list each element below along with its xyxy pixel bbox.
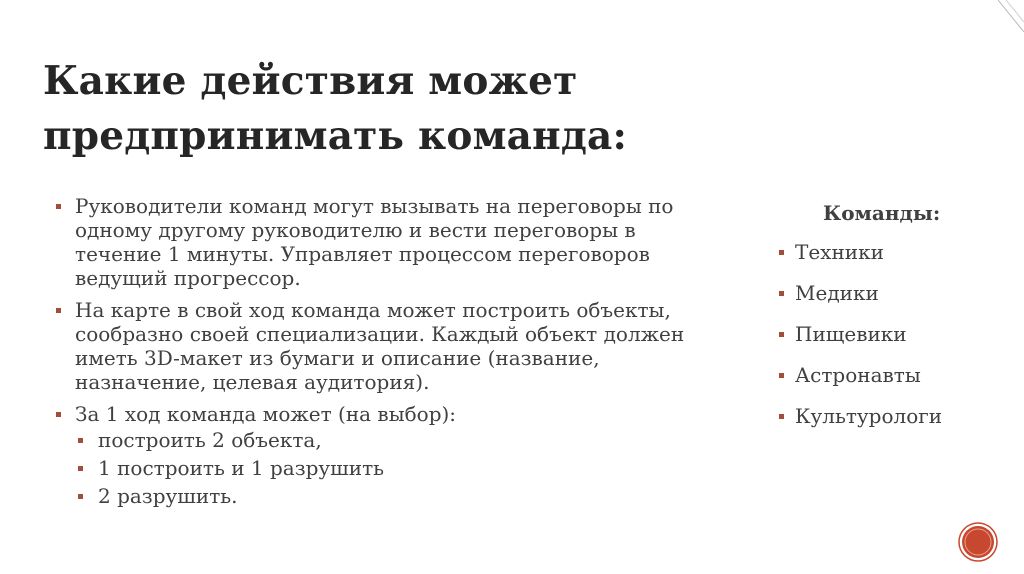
slide-title-line: Какие действия может (43, 58, 578, 104)
team-label: Пищевики (795, 322, 907, 346)
square-bullet-icon (78, 438, 83, 443)
slide-title (43, 54, 943, 164)
team-label: Техники (795, 240, 884, 264)
turn-option-item (56, 484, 756, 508)
rule-line: течение 1 минуты. Управляет процессом переговоров (75, 242, 650, 266)
rule-line: назначение, целевая аудитория). (75, 370, 430, 394)
teams-panel (779, 199, 1009, 443)
square-bullet-icon (56, 204, 61, 209)
team-item (779, 238, 1009, 266)
rule-line: На карте в свой ход команда может построить объекты, (75, 298, 671, 322)
turn-option-label: построить 2 объекта, (98, 428, 322, 452)
square-bullet-icon (56, 412, 61, 417)
team-item (779, 361, 1009, 389)
circle-nav-icon[interactable] (958, 522, 998, 562)
turn-options-list (56, 428, 756, 508)
turn-option-label: 2 разрушить. (98, 484, 238, 508)
square-bullet-icon (56, 308, 61, 313)
turn-option-label: 1 построить и 1 разрушить (98, 456, 385, 480)
slide-title-line: предпринимать команда: (43, 113, 628, 159)
rules-list (56, 194, 756, 512)
square-bullet-icon (779, 332, 784, 337)
square-bullet-icon (779, 373, 784, 378)
team-label: Культурологи (795, 404, 943, 428)
teams-title: Команды: (823, 201, 941, 225)
turn-option-item (56, 428, 756, 452)
team-item (779, 320, 1009, 348)
square-bullet-icon (78, 494, 83, 499)
rule-line: одному другому руководителю и вести переговоры в (75, 218, 636, 242)
turn-option-item (56, 456, 756, 480)
rule-negotiations (56, 194, 756, 290)
rule-build-objects (56, 298, 756, 394)
rule-turn-options (56, 402, 756, 426)
square-bullet-icon (779, 414, 784, 419)
square-bullet-icon (78, 466, 83, 471)
team-item (779, 402, 1009, 430)
rule-line: сообразно своей специализации. Каждый объект должен (75, 322, 685, 346)
corner-fold-icon (998, 0, 1024, 32)
rule-line: Руководители команд могут вызывать на переговоры по (75, 194, 674, 218)
rule-line: ведущий прогрессор. (75, 266, 301, 290)
team-label: Астронавты (795, 363, 921, 387)
rule-line: За 1 ход команда может (на выбор): (75, 402, 457, 426)
team-label: Медики (795, 281, 879, 305)
square-bullet-icon (779, 291, 784, 296)
square-bullet-icon (779, 250, 784, 255)
rule-line: иметь 3D-макет из бумаги и описание (название, (75, 346, 600, 370)
team-item (779, 279, 1009, 307)
